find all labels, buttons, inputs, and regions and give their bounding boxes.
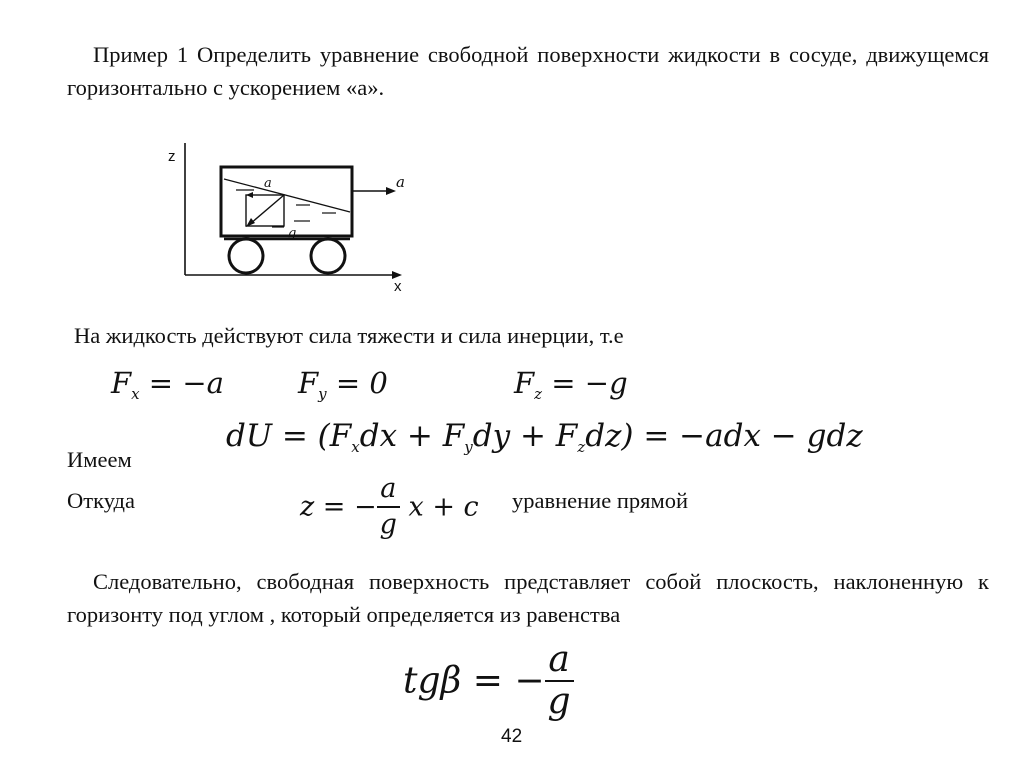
tank-body [221,167,352,236]
x-axis-label: x [394,278,402,295]
right-wheel [311,239,345,273]
page-number: 42 [501,726,523,747]
du-sub-x: x [351,438,360,456]
fx-equation [111,366,224,403]
z-axis-label: z [168,148,176,165]
intro-text: Пример 1 Определить уравнение свободной поверхности жидкости в сосуде, движущемся горизонтально с ускорением «а». [67,42,989,100]
fz-equation [514,366,628,403]
du-mid-1: dx + F [359,418,465,454]
fy-equation [298,366,388,403]
conclusion-text: Следовательно, свободная поверхность представляет собой плоскость, наклоненную к горизонту под углом , который определяется из равенства [67,569,989,627]
acceleration-label: a [396,173,405,191]
du-end: dz) = −adx − gdz [585,418,863,454]
forces-sentence: На жидкость действуют сила тяжести и сила инерции, т.е [74,323,624,348]
fx-subscript: x [131,385,140,403]
cart-diagram [160,135,420,295]
fz-subscript: z [534,385,543,403]
du-sub-y: y [464,438,473,456]
fz-value: = −g [542,366,628,400]
free-surface-line [224,179,350,212]
du-sub-z: z [577,438,586,456]
line-eq-numerator: a [380,473,397,504]
line-equation [300,472,479,542]
fy-symbol: F [298,366,319,400]
du-start: dU = (F [226,418,352,454]
line-eq-lhs: z = − [300,491,377,523]
tg-eq-fraction [545,640,574,722]
fx-value: = −a [139,366,224,400]
otkuda-label: Откуда [67,488,135,513]
tg-eq-lhs: tgβ = − [403,660,545,702]
tg-eq-denominator: g [545,680,574,722]
resultant-arrow [250,195,284,224]
tg-eq-numerator: a [548,639,570,680]
line-eq-rhs: x + c [408,491,479,523]
g-label: g [288,226,297,241]
du-equation [226,418,863,456]
inertia-arrowhead [246,192,253,198]
line-equation-label: уравнение прямой [512,488,689,513]
line-eq-fraction [377,472,400,542]
fx-symbol: F [111,366,132,400]
intro-paragraph [67,38,989,104]
du-mid-2: dy + F [472,418,578,454]
tg-equation [403,640,574,722]
imeem-label: Имеем [67,447,132,472]
inner-a-label: a [264,176,272,191]
acceleration-arrowhead [386,187,396,195]
line-eq-denominator: g [377,506,400,542]
fz-symbol: F [514,366,535,400]
left-wheel [229,239,263,273]
fy-value: = 0 [326,366,388,400]
fy-subscript: y [318,385,327,403]
conclusion-paragraph [67,565,989,631]
